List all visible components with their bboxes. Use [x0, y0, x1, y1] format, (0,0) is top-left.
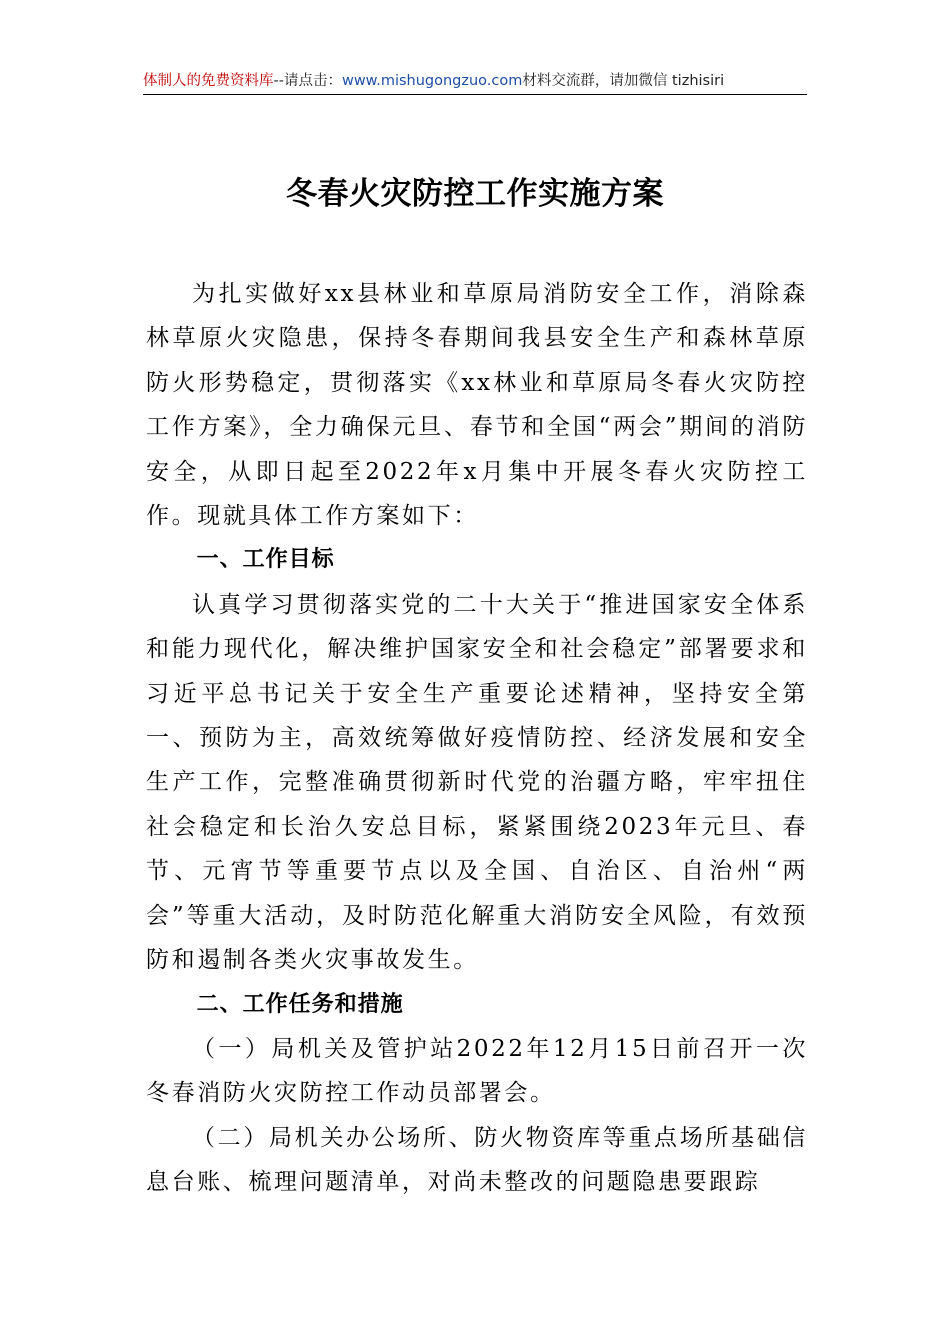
task-item-1: （一）局机关及管护站2022年12月15日前召开一次冬春消防火灾防控工作动员部署会。: [146, 1035, 808, 1107]
document-title: 冬春火灾防控工作实施方案: [286, 176, 664, 212]
document-body: [146, 272, 808, 1205]
header-brand: 体制人的免费资料库: [143, 73, 274, 89]
intro-paragraph: 为扎实做好xx县林业和草原局消防安全工作，消除森林草原火灾隐患，保持冬春期间我县安全生产和森林草原防火形势稳定，贯彻落实《xx林业和草原局冬春火灾防控工作方案》，全力确保元旦、春节和全国“两会”期间的消防安全，从即日起至2022年x月集中开展冬春火灾防控工作。现就具体工作方案如下：: [146, 281, 808, 530]
header-prompt: --请点击：: [273, 73, 342, 89]
task-item-2: （二）局机关办公场所、防火物资库等重点场所基础信息台账、梳理问题清单，对尚未整改的问题隐患要跟踪: [146, 1124, 808, 1196]
header-url-link[interactable]: www.mishugongzuo.com: [341, 73, 523, 89]
header-note: 材料交流群，请加微信 tizhisiri: [522, 73, 725, 89]
goals-paragraph: 认真学习贯彻落实党的二十大关于“推进国家安全体系和能力现代化，解决维护国家安全和社会稳定”部署要求和习近平总书记关于安全生产重要论述精神，坚持安全第一、预防为主，高效统筹做好疫情防控、经济发展和安全生产工作，完整准确贯彻新时代党的治疆方略，牢牢扭住社会稳定和长治久安总目标，紧紧围绕2023年元旦、春节、元宵节等重要节点以及全国、自治区、自治州“两会”等重大活动，及时防范化解重大消防安全风险，有效预防和遏制各类火灾事故发生。: [146, 591, 808, 974]
section-heading-tasks: 二、工作任务和措施: [196, 991, 404, 1017]
section-heading-goals: 一、工作目标: [196, 547, 335, 573]
page-header: [143, 68, 807, 95]
